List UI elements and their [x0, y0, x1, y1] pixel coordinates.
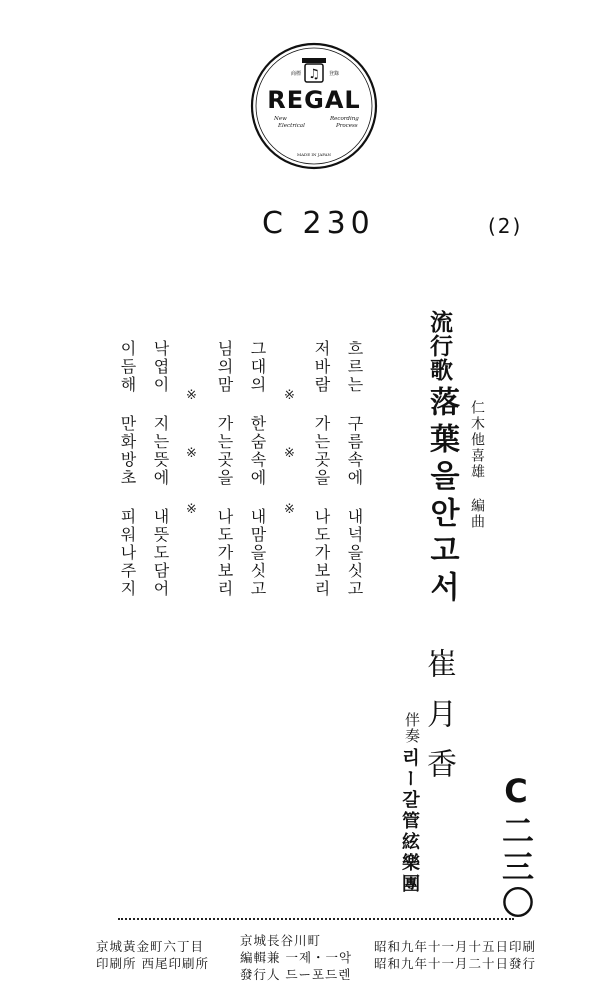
stanza-separator: ※ [186, 502, 197, 517]
colophon-line: 京城長谷川町 [240, 933, 322, 948]
lyric-line: 저바람 가는곳을 나도가보리 [312, 340, 331, 598]
stanza-separator: ※ [284, 446, 295, 461]
colophon-line: 京城黃金町六丁目 [96, 939, 205, 954]
side-number: (2) [488, 214, 523, 238]
logo-brand: REGAL [267, 86, 361, 114]
colophon-line: 昭和九年十一月十五日印刷 [374, 939, 537, 954]
svg-text:New: New [274, 116, 287, 122]
accompaniment-name: 리ー갈管絃樂團 [399, 748, 420, 895]
accompaniment-label: 伴奏 [403, 712, 421, 744]
colophon-line: 印刷所 西尾印刷所 [96, 956, 209, 971]
svg-text:商標: 商標 [290, 71, 302, 77]
stanza-separator: ※ [186, 446, 197, 461]
lyric-line: 이듬해 만화방초 피워나주지 [118, 340, 137, 598]
svg-text:♫: ♫ [308, 67, 320, 82]
lyric-line: 낙엽이 지는뜻에 내뜻도담어 [151, 340, 170, 598]
svg-text:Process: Process [336, 123, 358, 129]
colophon-line: 昭和九年十一月二十日發行 [374, 956, 537, 971]
colophon-publisher [240, 932, 352, 983]
stanza-separator: ※ [186, 388, 197, 403]
stanza-separator: ※ [284, 502, 295, 517]
lyric-line: 흐르는 구름속에 내넉을싯고 [345, 340, 364, 598]
song-title: 落葉을안고서 [424, 386, 459, 608]
colophon-dates [374, 938, 536, 972]
svg-text:Recording: Recording [330, 116, 359, 122]
regal-logo [250, 42, 378, 170]
colophon-line: 編輯兼 一제・一악 [240, 950, 353, 965]
catalog-number: C 230 [262, 206, 375, 241]
svg-text:登錄: 登錄 [328, 71, 340, 77]
lyric-line: 님의맘 가는곳을 나도가보리 [215, 340, 234, 598]
dotted-divider [118, 918, 514, 920]
stanza-separator: ※ [284, 388, 295, 403]
genre-label: 流行歌 [426, 310, 453, 382]
catalog-number-vertical: C二三〇 [497, 772, 535, 922]
arranger-credit: 仁木他喜雄 編曲 [469, 400, 485, 530]
lyric-line: 그대의 한숨속에 내맘을싯고 [248, 340, 267, 598]
svg-text:MADE IN JAPAN: MADE IN JAPAN [297, 152, 331, 157]
colophon-printer [96, 938, 209, 972]
svg-text:Electrical: Electrical [278, 123, 305, 129]
singer-name: 崔月香 [421, 648, 456, 798]
colophon-line: 發行人 드ー포드렌 [240, 967, 352, 982]
